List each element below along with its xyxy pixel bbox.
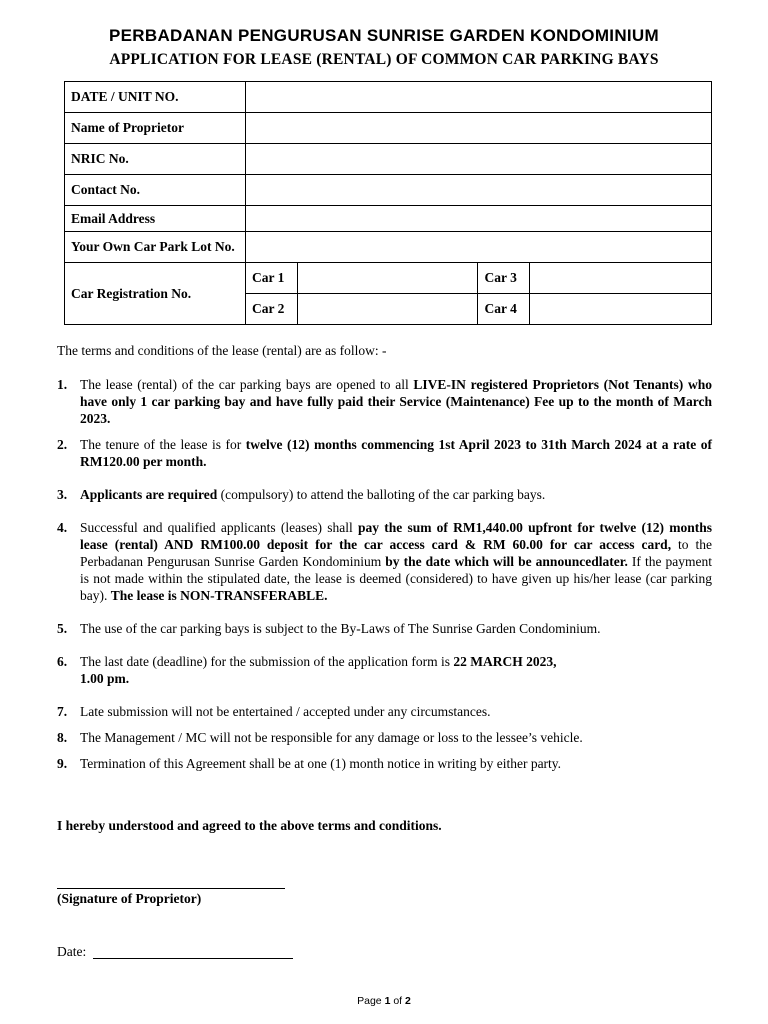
form-row-car-reg-1	[65, 263, 712, 294]
term-item-2: 2. The tenure of the lease is for twelve (12) months commencing 1st April 2023 to 31th March 2024 at a rate of RM120.00 per month.	[57, 437, 712, 469]
date-unit-field[interactable]	[245, 82, 711, 113]
total-pages: 2	[405, 995, 411, 1007]
label-car2: Car 2	[245, 294, 297, 325]
page-word: Page	[357, 995, 382, 1007]
email-field[interactable]	[245, 206, 711, 232]
term-item-4: 4. Successful and qualified applicants (leases) shall pay the sum of RM1,440.00 upfront for twelve (12) months lease (rental) AND RM100.00 deposit for the car access card & RM 60.00 for car access card, to the Perbadanan Pengurusan Sunrise Garden Kondominium by the date which will be announcedlater. If the payment is not made within the stipulated date, the lease is deemed (considered) to have given up his/her lease (car parking bay). The lease is NON-TRANSFERABLE.	[57, 520, 712, 603]
agreement-statement: I hereby understood and agreed to the above terms and conditions.	[57, 818, 442, 833]
label-car4: Car 4	[478, 294, 530, 325]
terms-intro: The terms and conditions of the lease (rental) are as follow: -	[57, 343, 387, 358]
label-email: Email Address	[65, 206, 246, 232]
contact-field[interactable]	[245, 175, 711, 206]
label-date-unit: DATE / UNIT NO.	[65, 82, 246, 113]
car1-field[interactable]	[297, 263, 478, 294]
signature-label: (Signature of Proprietor)	[57, 891, 202, 906]
label-car-reg: Car Registration No.	[65, 263, 246, 325]
date-label: Date:	[57, 944, 87, 959]
application-form-table	[64, 81, 712, 325]
form-row-date-unit	[65, 82, 712, 113]
form-row-own-lot	[65, 232, 712, 263]
term-item-5: 5. The use of the car parking bays is subject to the By-Laws of The Sunrise Garden Condominium.	[57, 621, 601, 636]
proprietor-name-field[interactable]	[245, 113, 711, 144]
document-subtitle: APPLICATION FOR LEASE (RENTAL) OF COMMON CAR PARKING BAYS	[109, 51, 659, 68]
term-item-3: 3. Applicants are required (compulsory) to attend the balloting of the car parking bays.	[57, 487, 546, 502]
label-car1: Car 1	[245, 263, 297, 294]
current-page: 1	[384, 995, 391, 1007]
label-own-lot: Your Own Car Park Lot No.	[65, 232, 246, 263]
term-item-7: 7. Late submission will not be entertained / accepted under any circumstances.	[57, 704, 491, 719]
form-row-contact	[65, 175, 712, 206]
label-contact: Contact No.	[65, 175, 246, 206]
document-title: PERBADANAN PENGURUSAN SUNRISE GARDEN KONDOMINIUM	[109, 26, 659, 45]
car4-field[interactable]	[530, 294, 712, 325]
label-proprietor: Name of Proprietor	[65, 113, 246, 144]
nric-field[interactable]	[245, 144, 711, 175]
own-lot-field[interactable]	[245, 232, 711, 263]
car3-field[interactable]	[530, 263, 712, 294]
form-row-email	[65, 206, 712, 232]
term-item-6: 6. The last date (deadline) for the submission of the application form is 22 MARCH 2023, 1.00 pm.	[57, 654, 557, 686]
date-line[interactable]	[93, 958, 293, 959]
term-item-9: 9. Termination of this Agreement shall be at one (1) month notice in writing by either party.	[57, 756, 562, 771]
label-car3: Car 3	[478, 263, 530, 294]
term-item-8: 8. The Management / MC will not be responsible for any damage or loss to the lessee’s vehicle.	[57, 730, 583, 745]
car2-field[interactable]	[297, 294, 478, 325]
form-row-proprietor	[65, 113, 712, 144]
form-row-nric	[65, 144, 712, 175]
terms-list	[57, 376, 712, 781]
label-nric: NRIC No.	[65, 144, 246, 175]
term-item-1: 1. The lease (rental) of the car parking bays are opened to all LIVE-IN registered Proprietors (Not Tenants) who have only 1 car parking bay and have fully paid their Service (Maintenance) Fee up to the month of March 2023.	[57, 377, 712, 426]
of-word: of	[393, 995, 403, 1007]
page-footer	[0, 995, 768, 1007]
signature-line[interactable]	[57, 888, 285, 889]
